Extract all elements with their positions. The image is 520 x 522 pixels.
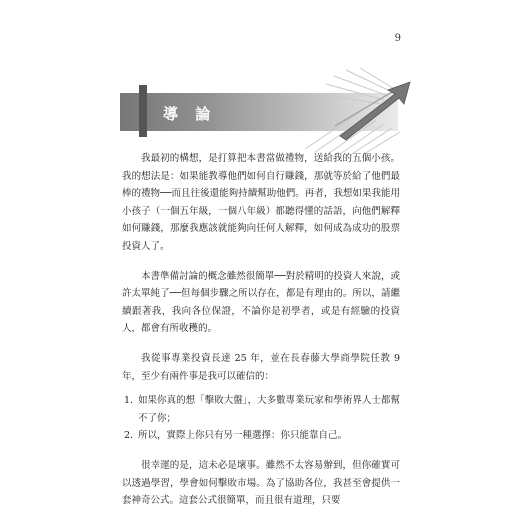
chapter-title: 導 論 — [163, 105, 217, 123]
list-item-text: 所以，實際上你只有另一種選擇：你只能靠自己。 — [138, 430, 348, 442]
abstract-arrow-graphic — [300, 64, 420, 154]
body-text — [122, 150, 400, 522]
list-item-text: 如果你真的想「擊敗大盤」，大多數專業玩家和學術界人士都幫不了你； — [138, 395, 400, 424]
banner-tab — [139, 85, 147, 137]
list-item-number: 1. — [124, 395, 134, 407]
list-item — [122, 392, 400, 427]
list-item-number: 2. — [124, 430, 134, 442]
paragraph-4: 很幸運的是，這未必是壞事。雖然不太容易辦到，但你確實可以透過學習，學會如何擊敗市場。為了協助各位，我甚至會提供一套神奇公式。這套公式很簡單，而且很有道理，只要 — [122, 459, 400, 507]
numbered-list — [122, 392, 400, 445]
paragraph-3: 我從事專業投資長達 25 年，並在長春藤大學商學院任教 9 年，至少有兩件事是我可以確信的： — [122, 352, 400, 382]
paragraph-2: 本書準備討論的概念雖然很簡單──對於精明的投資人來說，或許太單純了──但每個步驟之所以存在，都是有理由的。所以，請繼續跟著我，我向各位保證，不論你是初學者，或是有經驗的投資人，都會有所收穫的。 — [122, 270, 400, 335]
list-item — [122, 427, 400, 445]
paragraph-1: 我最初的構想，是打算把本書當做禮物，送給我的五個小孩。我的想法是：如果能教導他們如何自行賺錢，那就等於給了他們最棒的禮物──而且往後還能夠持續幫助他們。再者，我想如果我能用小孩子（一個五年級，一個八年級）都聽得懂的話語，向他們解釋如何賺錢，那麼我應該就能夠向任何人解釋，如何成為成功的股票投資人了。 — [122, 153, 400, 252]
page-number: 9 — [394, 33, 401, 44]
